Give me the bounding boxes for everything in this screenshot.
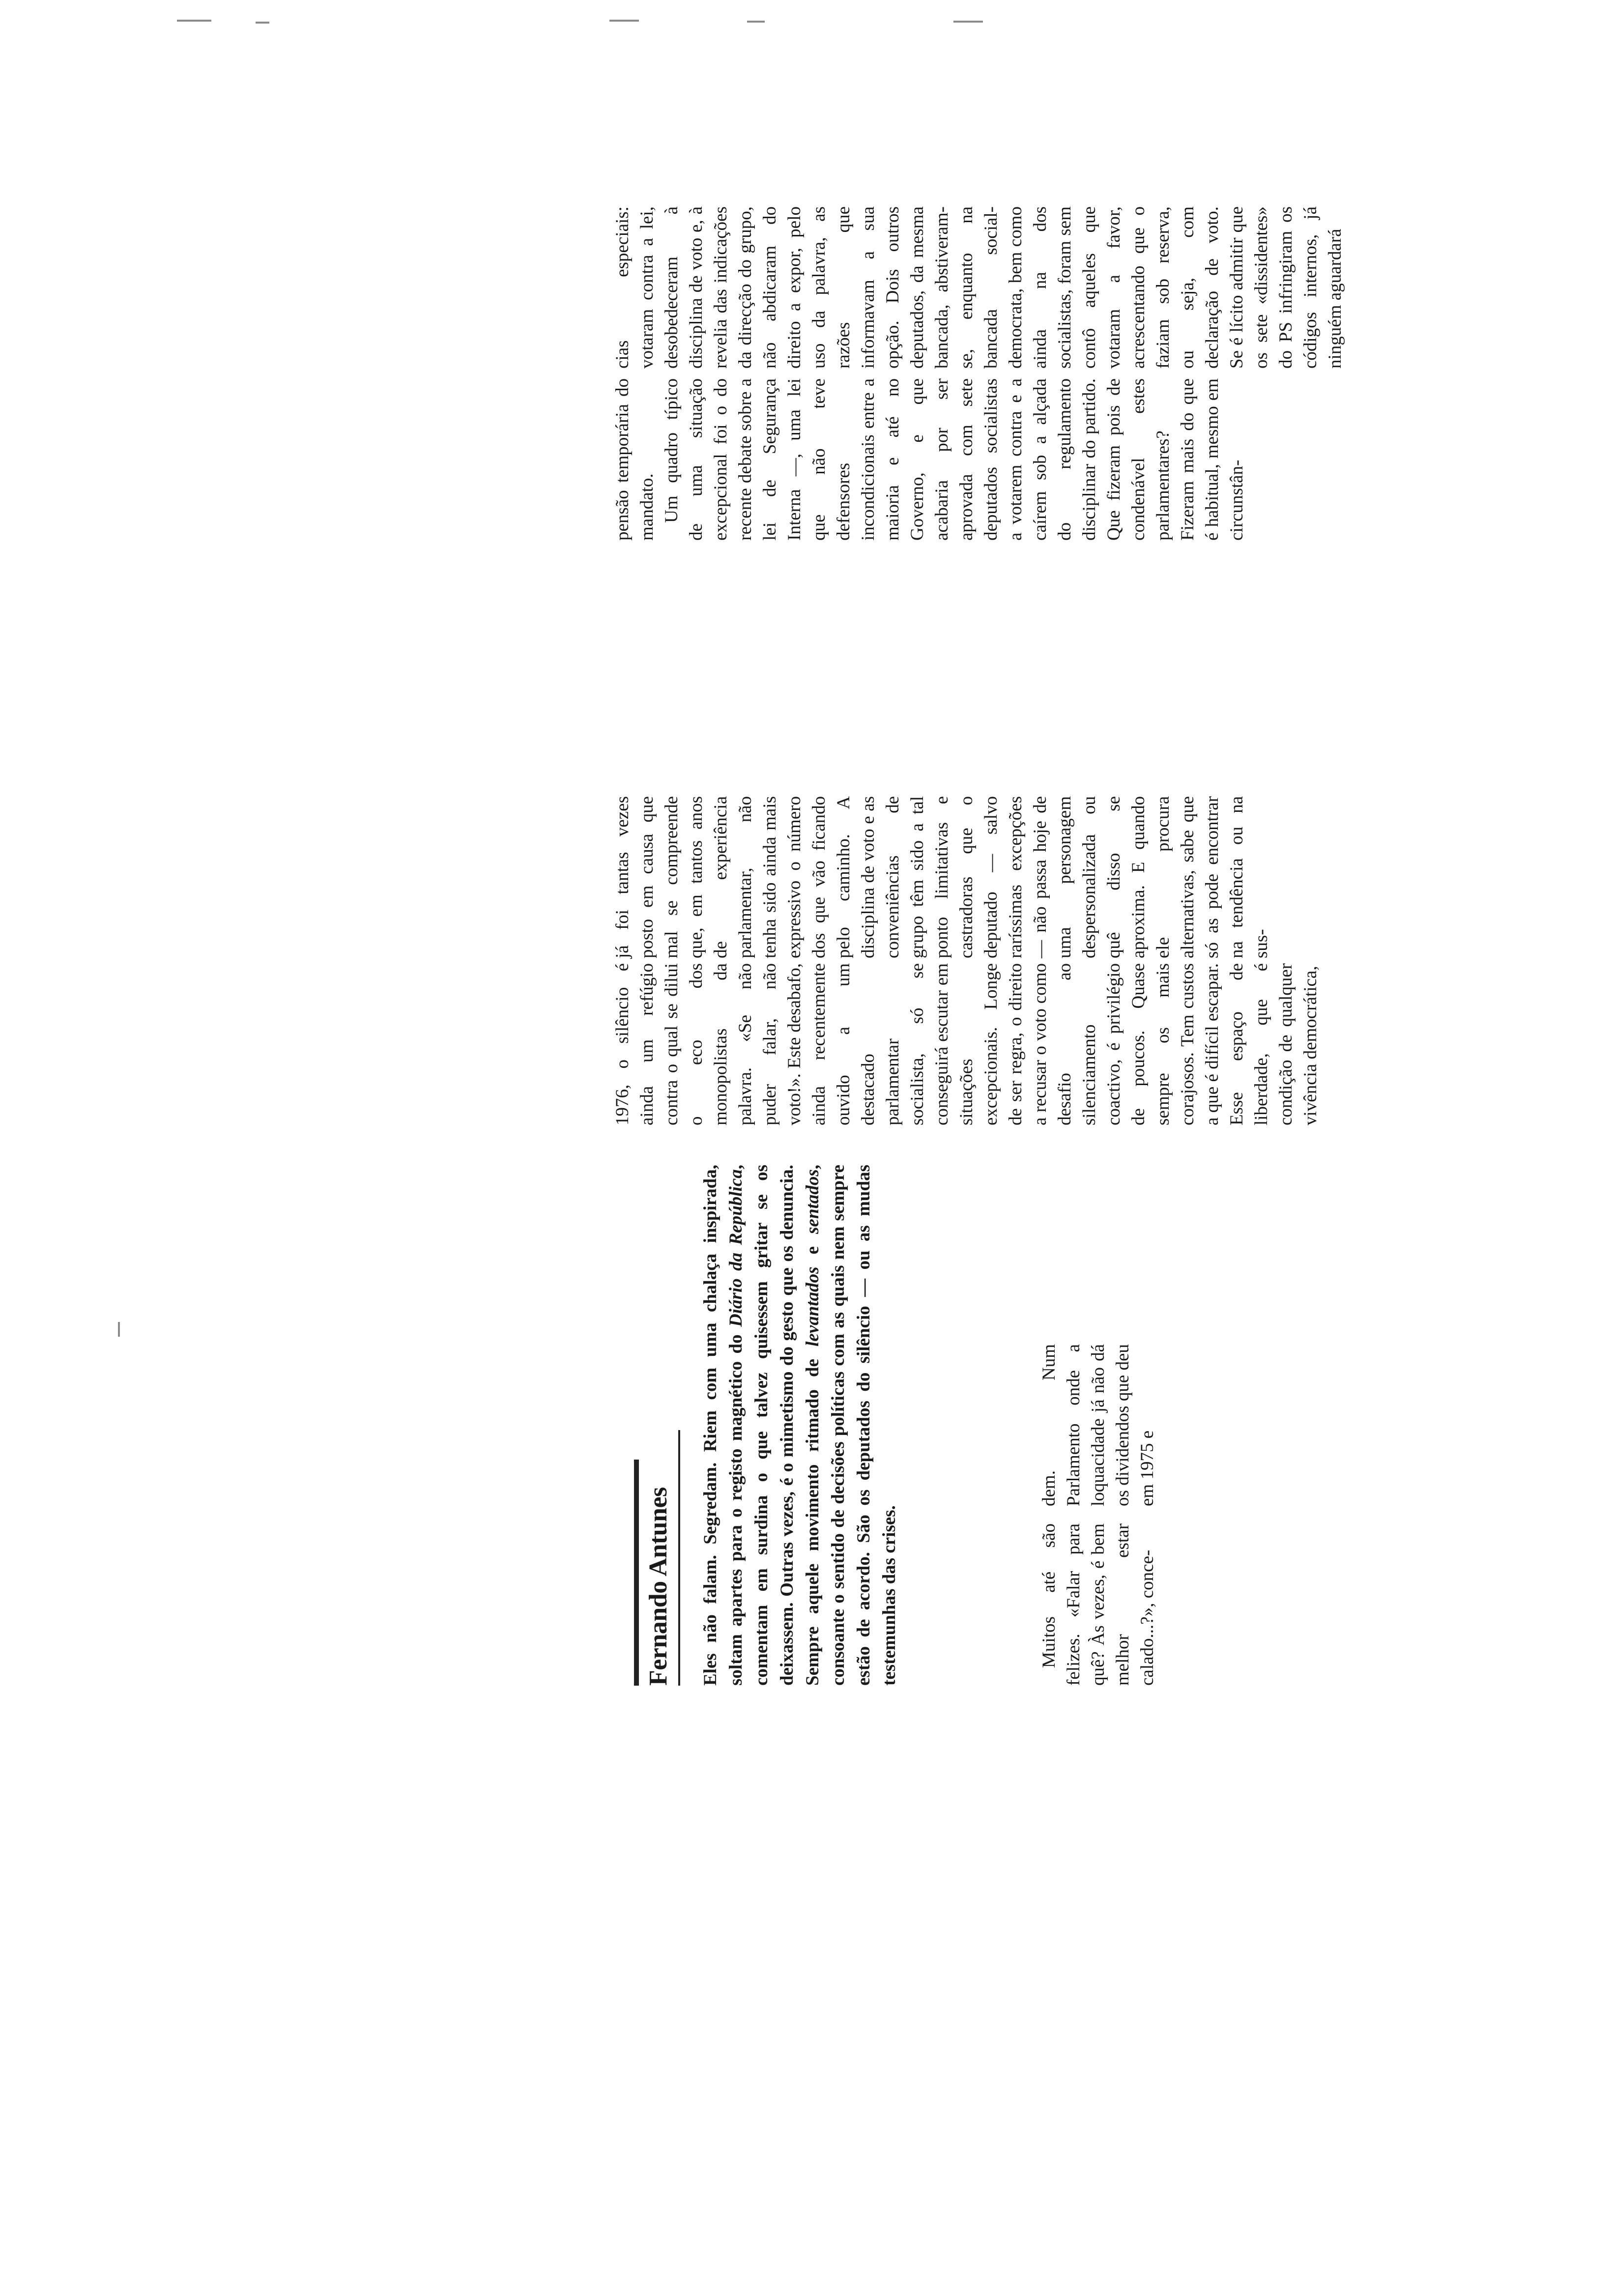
- article-lead: [698, 1165, 902, 1686]
- clipping-content: [604, 0, 1612, 1686]
- author-byline: Fernando Antunes: [644, 1487, 672, 1686]
- column-text: cias especiais: votaram contra a lei, desobedeceram à disciplina de voto e, à revelia das indicações da direcção do grupo, não abdicaram do direito a expor, pelo uso da palavra, as razões que informavam a sua opção. Dois outros deputados, da mesma bancada, abstiveram-se, enquanto na bancada social-democrata, bem como ainda na dos socialistas, foram sem contô aqueles que votaram a favor, acrescentando que o faziam sob reserva, ou seja, com declaração de voto. Se é lícito admitir que os sete «dissidentes» do PS infringiram os códigos internos, já ninguém aguardará: [612, 206, 1345, 369]
- body-column-5: [610, 378, 1249, 541]
- scan-artifact: [953, 21, 983, 23]
- column-text: 1976, o silêncio é ainda um refúgio contra o qual se dilui o eco dos monopolistas da palavra. «Se não puder falar, não voto!». Este desabafo, ainda recentemente ouvido a um destacado parlamentar socialista, só se conseguirá escutar em situações excepcionais. Longe de ser regra, o direito a recusar o voto como desafio ao silenciamento coactivo, é privilégio de poucos. Quase sempre os mais corajosos. Tem custos a que é difícil escapar. Esse espaço de liberdade, que é condição de qualquer vivência democrática,: [612, 963, 1321, 1125]
- scan-artifact: [747, 21, 765, 23]
- scan-artifact: [256, 22, 269, 24]
- lead-italic-sentados: sentados: [803, 1169, 823, 1234]
- scan-artifact: [118, 1322, 120, 1337]
- body-column-1: [1037, 1523, 1160, 1686]
- lead-text-3: , consoante o sentido de decisões políticas com as quais nem sempre estão de acordo. São os deputados do silêncio — ou as mudas testemunhas das crises.: [803, 1165, 899, 1686]
- body-column-6: [610, 206, 1348, 369]
- column-text: Muitos até são felizes. «Falar para quê? Às vezes, é bem melhor estar calado...?», conce-: [1039, 1523, 1157, 1686]
- scan-artifact: [609, 20, 639, 22]
- lead-text-2: , comentam em surdina o que talvez quisessem gritar se os deixassem. Outras vezes, é o mimetismo do gesto que os denuncia. Sempre aquele movimento ritmado de: [726, 1164, 823, 1686]
- newspaper-clipping: [604, 0, 1612, 1686]
- scan-artifact: [177, 20, 211, 22]
- column-text: dem. Num Parlamento onde a loquacidade já não dá os dividendos que deu em 1975 e: [1039, 1344, 1157, 1506]
- header-rule: [634, 1460, 639, 1686]
- byline-divider: [678, 1430, 680, 1686]
- lead-text-mid: e: [803, 1234, 823, 1267]
- lead-text-1: Eles não falam. Segredam. Riem com uma chalaça inspirada, soltam apartes para o registo magnético do: [700, 1165, 746, 1686]
- column-text: pensão temporária do mandato.: [612, 378, 657, 541]
- body-column-2: [1037, 1344, 1160, 1506]
- lead-italic-publication: Diário da República: [726, 1169, 746, 1327]
- body-column-4: [610, 796, 1274, 958]
- lead-italic-levantados: levantados: [803, 1266, 823, 1347]
- column-text: Um quadro típico de uma situação excepcional foi o do recente debate sobre a lei de Segurança Interna —, uma lei que não teve defensores incondicionais entre a maioria e até no Governo, e que acabaria por ser aprovada com sete deputados socialistas a votarem contra e a caírem sob a alçada do regulamento disciplinar do partido. Que fizeram pois de condenável estes parlamentares? Fizeram mais do que é habitual, mesmo em circunstân-: [662, 378, 1247, 541]
- column-text: já foi tantas vezes posto em causa que mal se compreende que, em tantos anos de experiência parlamentar, não tenha sido ainda mais expressivo o número dos que vão ficando pelo caminho. A disciplina de voto e as conveniências de grupo têm sido a tal ponto limitativas e castradoras que o deputado — salvo raríssimas excepções — não passa hoje de uma personagem despersonalizada ou quê disso se aproxima. E quando ele procura alternativas, sabe que só as pode encontrar na tendência ou na sus-: [612, 796, 1271, 958]
- body-column-3: [610, 963, 1323, 1125]
